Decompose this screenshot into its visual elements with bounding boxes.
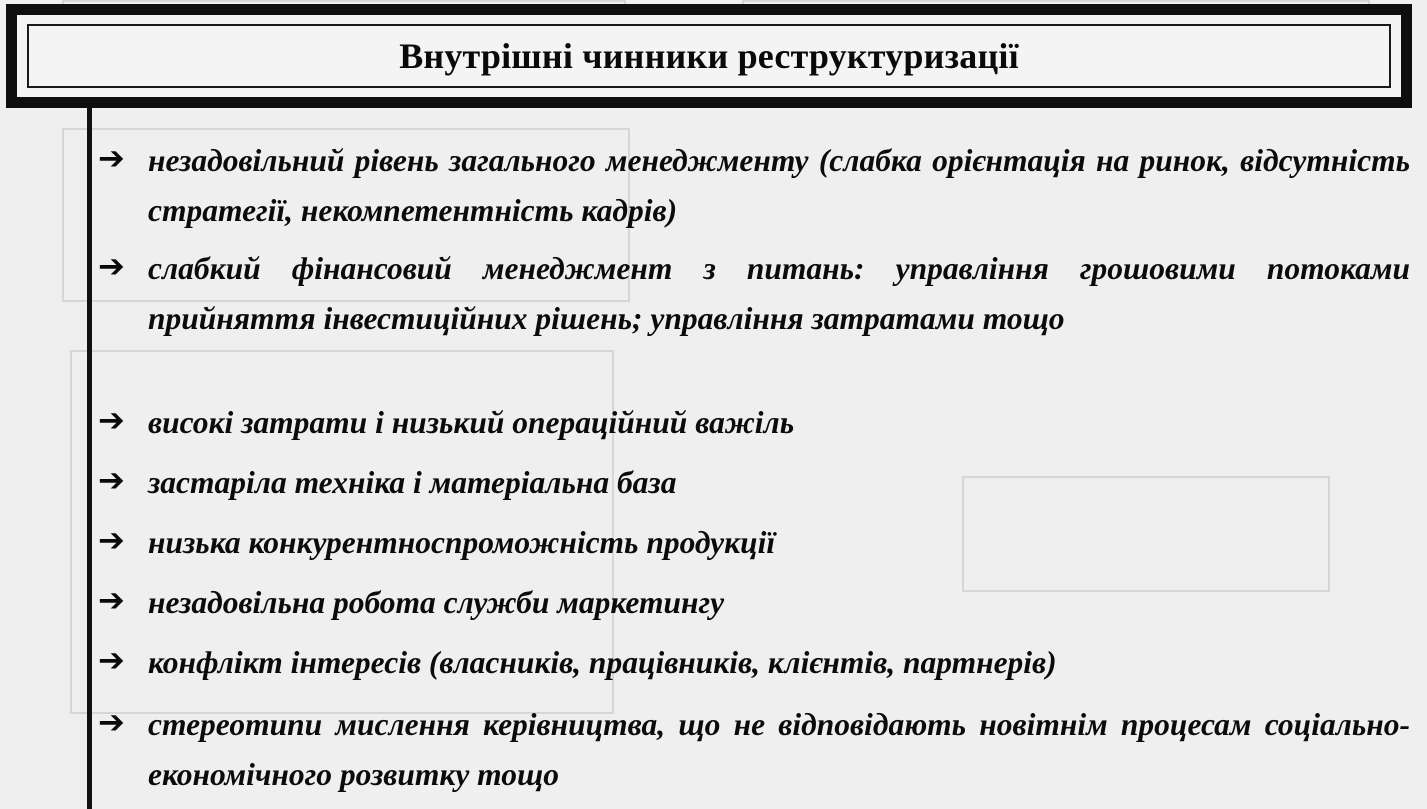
arrow-right-icon: ➔ xyxy=(98,401,125,439)
list-item-text: незадовільна робота служби маркетингу xyxy=(148,585,725,620)
list-item xyxy=(98,578,1410,628)
page-title: Внутрішні чинники реструктуризації xyxy=(399,36,1019,76)
list-item-text: слабкий фінансовий менеджмент з питань: управління грошовими потоками прийняття інвестиційних рішень; управління затратами тощо xyxy=(148,251,1410,336)
list-item xyxy=(98,518,1410,568)
arrow-right-icon: ➔ xyxy=(98,703,125,741)
list-item xyxy=(98,700,1410,800)
list-item-text: застаріла техніка і матеріальна база xyxy=(148,465,677,500)
arrow-right-icon: ➔ xyxy=(98,641,125,679)
list-item-text: стереотипи мислення керівництва, що не відповідають новітнім процесам соціально-економічного розвитку тощо xyxy=(148,707,1410,792)
list-item-text: незадовільний рівень загального менеджменту (слабка орієнтація на ринок, відсутність стратегії, некомпетентність кадрів) xyxy=(148,143,1410,228)
arrow-right-icon: ➔ xyxy=(98,521,125,559)
list-item xyxy=(98,136,1410,236)
arrow-right-icon: ➔ xyxy=(98,247,125,285)
list-item-text: низька конкурентноспроможність продукції xyxy=(148,525,776,560)
list-item xyxy=(98,638,1410,688)
list-item xyxy=(98,398,1410,448)
list-item-text: високі затрати і низький операційний важіль xyxy=(148,405,795,440)
arrow-right-icon: ➔ xyxy=(98,139,125,177)
list-item xyxy=(98,244,1410,344)
arrow-right-icon: ➔ xyxy=(98,461,125,499)
list-item xyxy=(98,458,1410,508)
arrow-right-icon: ➔ xyxy=(98,581,125,619)
list-item-text: конфлікт інтересів (власників, працівників, клієнтів, партнерів) xyxy=(148,645,1057,680)
